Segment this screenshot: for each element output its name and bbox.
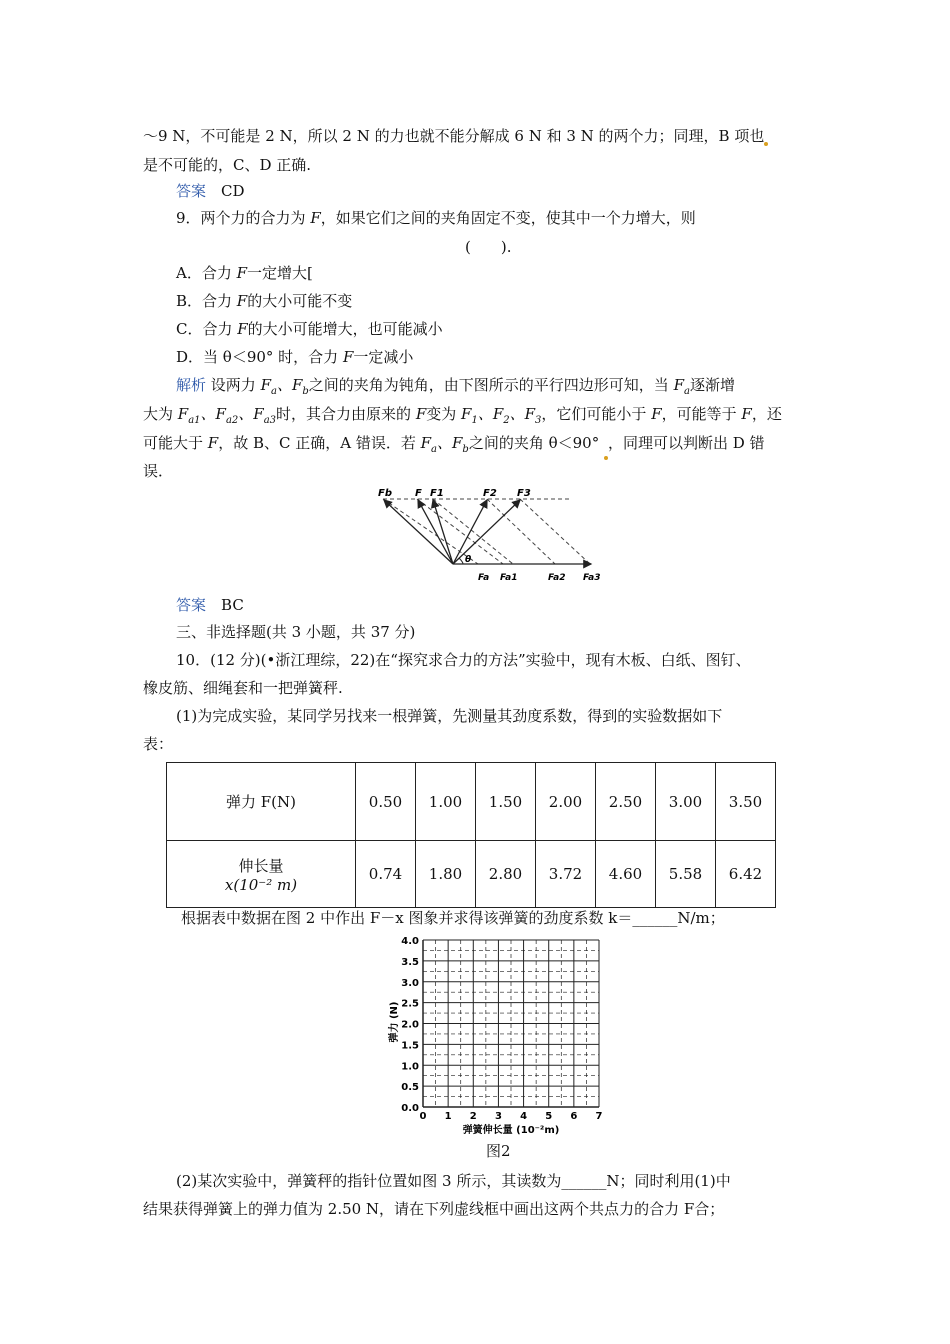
- below-table-text: 根据表中数据在图 2 中作出 F－x 图象并求得该弹簧的劲度系数 k＝______N/m；: [181, 909, 725, 927]
- x-tick-label: 1: [444, 1111, 452, 1122]
- question-9-paren: ( ).: [465, 238, 512, 256]
- question-10-line-1: 10．(12 分)(•浙江理综，22)在“探究求合力的方法”实验中，现有木板、白纸、图钉、: [176, 651, 751, 669]
- x-tick-label: 3: [494, 1111, 502, 1122]
- label-fa1: Fa1: [500, 573, 518, 583]
- y-tick-label: 1.0: [401, 1061, 419, 1073]
- table-cell: 1.80: [416, 841, 476, 908]
- fx-grid-chart: [383, 932, 623, 1138]
- part-2-line-1: (2)某次实验中，弹簧秤的指针位置如图 3 所示，其读数为______N；同时利用(1)中: [176, 1172, 731, 1190]
- label-f1: F1: [430, 488, 444, 499]
- option-d: D．当 θ＜90° 时，合力 F一定减小: [176, 348, 414, 366]
- question-10-line-2: 橡皮筋、细绳套和一把弹簧秤.: [143, 679, 343, 697]
- table-row: [167, 763, 776, 841]
- part-2-line-2: 结果获得弹簧上的弹力值为 2.50 N，请在下列虚线框中画出这两个共点力的合力 F合；: [143, 1200, 725, 1218]
- y-tick-label: 3.5: [401, 956, 419, 968]
- table-cell: 0.74: [356, 841, 416, 908]
- table-cell: 2.80: [476, 841, 536, 908]
- mark-dot: [764, 142, 768, 146]
- analysis-line-4: 误．: [143, 462, 174, 480]
- table-cell: 2.50: [596, 763, 656, 841]
- answer-8: 答案 CD: [176, 182, 245, 200]
- spring-data-table: [166, 762, 776, 908]
- row-header-extension: 伸长量 x(10⁻² m): [167, 841, 356, 908]
- table-cell: 3.00: [656, 763, 716, 841]
- y-tick-label: 0.5: [401, 1082, 419, 1094]
- section-3-heading: 三、非选择题(共 3 小题，共 37 分): [176, 623, 416, 641]
- force-parallelogram-diagram: [375, 484, 605, 589]
- label-fa: Fa: [478, 573, 490, 583]
- table-row: [167, 841, 776, 908]
- label-f3: F3: [517, 488, 531, 499]
- table-cell: 2.00: [536, 763, 596, 841]
- analysis-line-3: 可能大于 F，故 B、C 正确，A 错误．若 $F_a$、$F_b$之间的夹角 θ＜90° ，同理可以判断出 D 错: [143, 433, 765, 460]
- answer-9: 答案 BC: [176, 596, 244, 614]
- table-cell: 0.50: [356, 763, 416, 841]
- vector-f3: [453, 500, 520, 564]
- theta-arc: [459, 558, 463, 564]
- label-theta: θ: [465, 555, 472, 565]
- part-1-line-2: 表：: [143, 735, 174, 753]
- analysis-line-1: 解析 设两力 $F_a$、$F_b$之间的夹角为钝角，由下图所示的平行四边形可知，当 $F_a$逐渐增: [176, 376, 735, 397]
- table-cell: 4.60: [596, 841, 656, 908]
- y-tick-label: 4.0: [401, 936, 419, 947]
- table-cell: 3.72: [536, 841, 596, 908]
- option-a: A．合力 F一定增大[: [176, 264, 313, 282]
- paragraph-line-2: 是不可能的，C、D 正确.: [143, 156, 312, 174]
- table-cell: 1.50: [476, 763, 536, 841]
- x-tick-label: 0: [419, 1111, 427, 1122]
- dashed-side: [487, 499, 555, 564]
- table-cell: 5.58: [656, 841, 716, 908]
- y-tick-label: 0.0: [401, 1103, 419, 1114]
- label-f2: F2: [483, 488, 497, 499]
- label-fa3: Fa3: [583, 573, 601, 583]
- option-c: C．合力 F的大小可能增大，也可能减小: [176, 320, 443, 338]
- table-cell: 3.50: [716, 763, 776, 841]
- x-axis-label: 弹簧伸长量 (10⁻²m): [462, 1125, 560, 1136]
- figure-2-caption: 图2: [486, 1142, 511, 1160]
- label-fb: Fb: [378, 488, 392, 499]
- x-tick-label: 5: [545, 1111, 553, 1122]
- y-tick-label: 2.0: [401, 1019, 419, 1031]
- row-header-force: 弹力 F(N): [167, 763, 356, 841]
- label-fa2: Fa2: [548, 573, 566, 583]
- y-tick-label: 1.5: [401, 1040, 419, 1052]
- x-tick-label: 4: [520, 1111, 528, 1122]
- paragraph-line-1: ～9 N，不可能是 2 N，所以 2 N 的力也就不能分解成 6 N 和 3 N 的两个力；同理，B 项也: [143, 126, 768, 146]
- question-9-stem: 9．两个力的合力为 F，如果它们之间的夹角固定不变，使其中一个力增大，则: [176, 209, 696, 227]
- x-tick-label: 2: [469, 1111, 477, 1122]
- y-tick-label: 3.0: [401, 977, 419, 989]
- y-tick-label: 2.5: [401, 998, 419, 1010]
- table-cell: 1.00: [416, 763, 476, 841]
- dashed-side: [433, 499, 513, 564]
- analysis-line-2: 大为 $F_{a1}$、$F_{a2}$、$F_{a3}$时，其合力由原来的 F变为 $F_1$、$F_2$、$F_3$，它们可能小于 F，可能等于 F，还: [143, 405, 782, 426]
- y-axis-label: 弹力 (N): [389, 1001, 400, 1043]
- part-1-line-1: (1)为完成实验，某同学另找来一根弹簧，先测量其劲度系数，得到的实验数据如下: [176, 707, 723, 725]
- dashed-side: [520, 499, 590, 564]
- mark-dot: [604, 456, 608, 460]
- x-tick-label: 6: [570, 1111, 578, 1122]
- table-cell: 6.42: [716, 841, 776, 908]
- label-f: F: [415, 488, 422, 499]
- x-tick-label: 7: [595, 1111, 603, 1122]
- option-b: B．合力 F的大小可能不变: [176, 292, 353, 310]
